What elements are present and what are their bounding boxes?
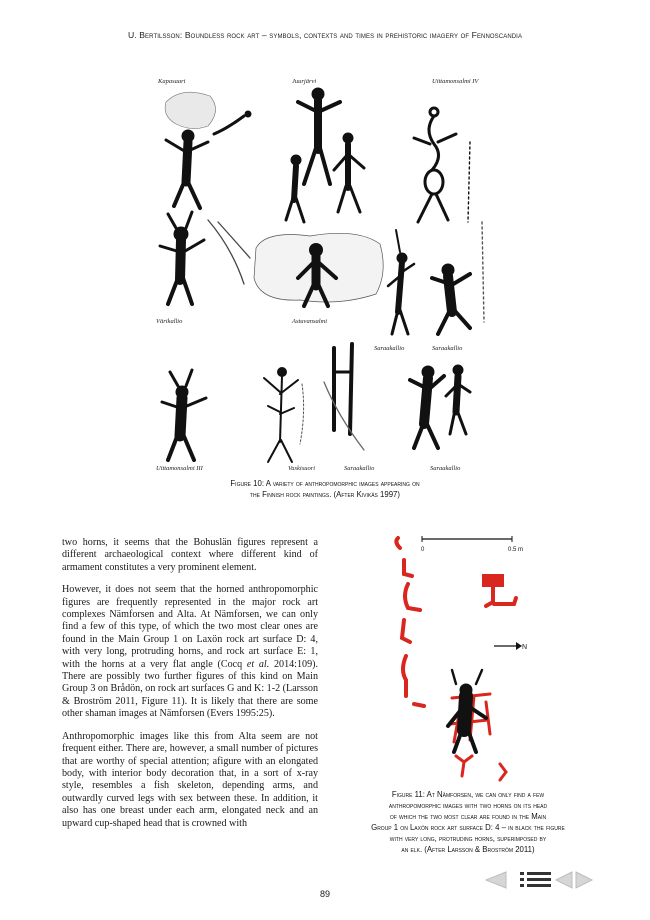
painting-uittamonsalmi-iv — [414, 108, 470, 222]
painting-varikallio — [160, 212, 250, 304]
figure-11-caption-line: Figure 11: At Nämforsen, we can only find a few — [391, 790, 545, 799]
north-label: N — [522, 644, 528, 651]
prev-arrow-icon[interactable] — [484, 870, 508, 895]
page-number: 89 — [319, 889, 330, 899]
label-astuvansalmi: Astuvansalmi — [292, 318, 328, 325]
header-title: Boundless rock art – symbols, contexts and times in prehistoric imagery of Fennoscandia — [184, 30, 523, 40]
body-paragraph-2 — [62, 584, 318, 720]
painting-saraakallio-pair — [410, 365, 470, 448]
next-arrow-icon[interactable] — [574, 870, 594, 895]
figure-10-caption — [160, 478, 490, 500]
label-vaskisuori: Vaskisuori — [288, 465, 316, 472]
figure-11-drawing — [390, 530, 540, 790]
scale-start-label: 0 — [421, 547, 425, 553]
figure-11-caption-line: Group 1 on Laxön rock art surface D: 4 – in black the figure — [371, 823, 565, 832]
painting-uittamonsalmi-iii — [162, 370, 206, 460]
north-arrow — [494, 642, 527, 651]
painting-juurjarvi — [286, 88, 364, 222]
label-varikallio: Värikallio — [156, 318, 183, 325]
figure-11-caption-line: with very long, protruding horns, superimposed by — [389, 834, 547, 843]
painting-saraakallio-dancer — [432, 222, 484, 334]
label-uittamonsalmi-iv: Uittamonsalmi IV — [432, 78, 479, 85]
scale-end-label: 0.5 m — [508, 547, 524, 553]
body-paragraph-2-etal: et al. — [246, 658, 270, 670]
label-saraakallio-1: Saraakallio — [374, 345, 405, 352]
page-navigation — [484, 870, 594, 892]
running-header — [0, 30, 650, 40]
painting-astuvansalmi — [254, 233, 383, 306]
body-paragraph-1: two horns, it seems that the Bohuslän figures represent a different archaeological context where different kind of armament constitutes a very prominent element. — [62, 537, 318, 573]
contents-menu-icon[interactable] — [520, 871, 554, 894]
label-uittamonsalmi-iii: Uittamonsalmi III — [156, 465, 203, 472]
body-text-column — [62, 537, 318, 840]
figure-11-caption — [318, 789, 618, 855]
body-paragraph-2-part-a: However, it does not seem that the horned anthropomorphic figures are frequently represented in the major rock art complexes Nämforsen and Alta. At Nämforsen, we can only find a few of this type, of which the two most clear ones are found in the Main Group 1 on Laxön rock art surface D: 4, with very long, protruding horns, and rock art surface E: 1, with the horns at a very flat angle (Cocq — [62, 584, 318, 670]
label-saraakallio-2: Saraakallio — [432, 345, 463, 352]
body-paragraph-2-part-b: 2014:109). There are possibly two further figures of this kind on Main Group 3 on Brådön, on rock art surfaces G and K: 1-2 (Larsson & Broström 2011, Figure 11). It is likely that there are some other shaman images at Nämforsen (Evers 1995:25). — [62, 658, 319, 720]
header-author: U. Bertilsson: — [127, 30, 183, 40]
label-kapasaari: Kapasaari — [158, 78, 186, 85]
label-juurjarvi: Juurjärvi — [292, 78, 317, 85]
painting-saraakallio-staff — [324, 344, 364, 450]
prev-page-arrow-icon[interactable] — [554, 870, 574, 895]
figure-10-drawings — [152, 72, 498, 472]
label-saraakallio-3: Saraakallio — [344, 465, 375, 472]
scale-bar — [421, 536, 523, 553]
figure-10-plate — [152, 72, 498, 472]
body-paragraph-3: Anthropomorphic images like this from Alta seem are not frequent either. There are, however, a small number of pictures that are worthy of special attention; afigure with an elongated body, with interior body decoration that, in a sort of x-ray style, resembles a fish skeleton, depending arms, and outwardly curved legs with sex between these. In addition, it also has one breast under each arm, elongated neck and an upward cup-shaped head that is crowned with — [62, 730, 318, 829]
figure-10-caption-line: Figure 10: A variety of anthropomorphic images appearing on — [230, 479, 420, 488]
painting-saraakallio-tall — [388, 230, 414, 334]
figure-10-caption-line: the Finnish rock paintings. (After Kivikäs 1997) — [249, 490, 400, 499]
label-saraakallio-4: Saraakallio — [430, 465, 461, 472]
painting-kapasaari — [165, 92, 251, 208]
figure-11-caption-line: anthropomorphic images with two horns on its head — [388, 801, 548, 810]
figure-11-svg — [390, 530, 540, 790]
figure-11-caption-line: an elk. (After Larsson & Broström 2011) — [401, 845, 535, 854]
painting-vaskisuori — [264, 368, 304, 462]
figure-11-caption-line: of which the two most clear are found in the Main — [389, 812, 547, 821]
